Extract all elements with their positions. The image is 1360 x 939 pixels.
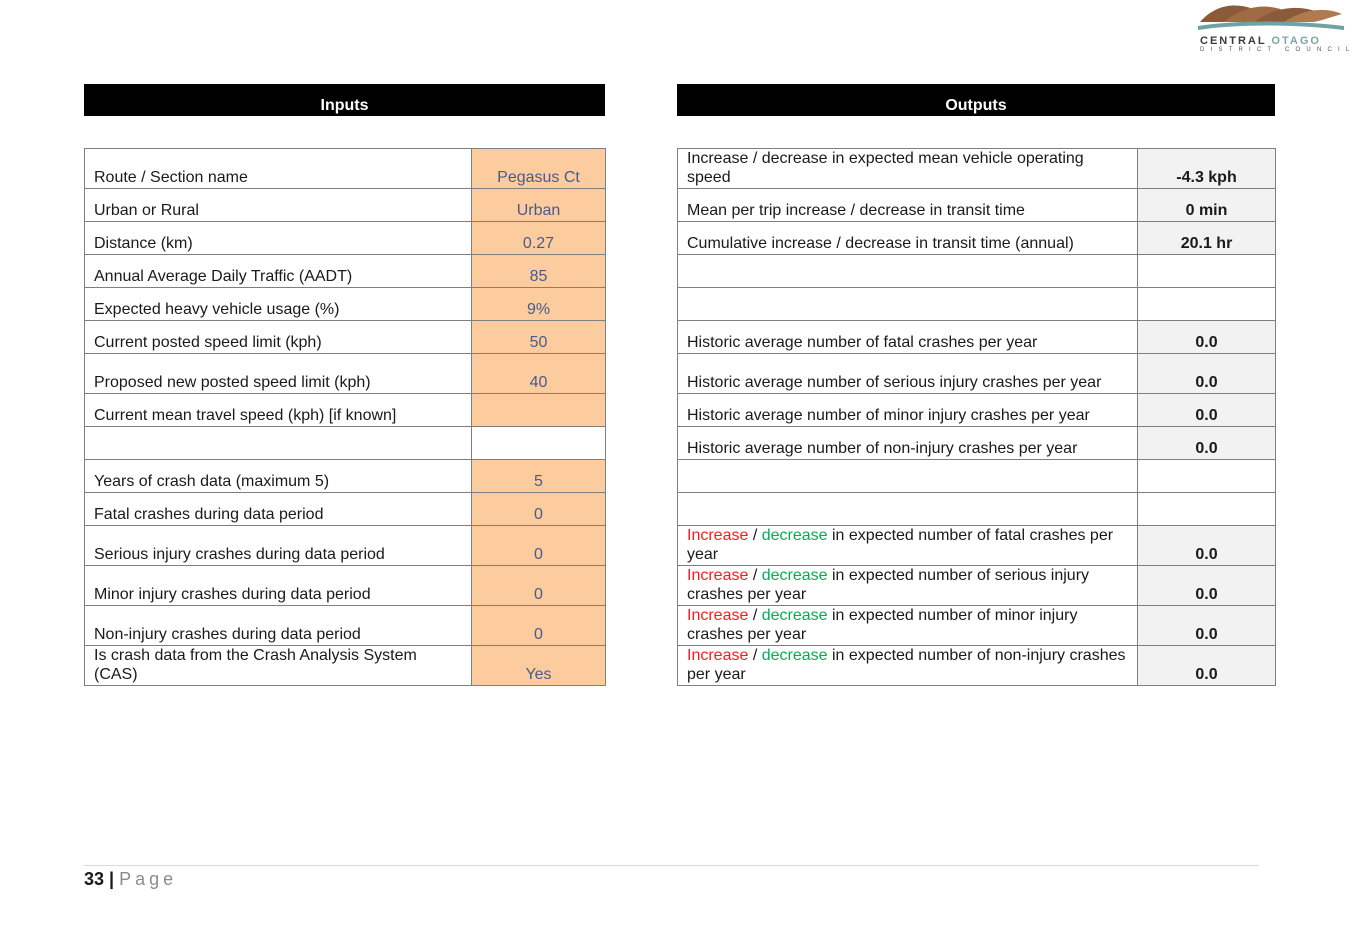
increase-word: Increase <box>687 567 749 584</box>
output-row <box>678 222 1276 255</box>
input-row-label: Years of crash data (maximum 5) <box>85 460 472 493</box>
output-row <box>678 606 1276 646</box>
output-row <box>678 646 1276 686</box>
output-row-label <box>678 606 1138 646</box>
output-row <box>678 288 1276 321</box>
output-row-value: 0.0 <box>1138 321 1276 354</box>
input-row-value: 0 <box>472 606 606 646</box>
input-row-label: Serious injury crashes during data period <box>85 526 472 566</box>
input-row <box>85 321 606 354</box>
slash-separator: / <box>748 527 762 544</box>
input-row-label: Current mean travel speed (kph) [if known] <box>85 394 472 427</box>
input-row-value: 5 <box>472 460 606 493</box>
input-row <box>85 354 606 394</box>
decrease-word: decrease <box>761 527 828 544</box>
output-row-label <box>678 646 1138 686</box>
input-row <box>85 606 606 646</box>
input-row-label <box>85 427 472 460</box>
decrease-word: decrease <box>761 647 828 664</box>
input-row-value: 0 <box>472 493 606 526</box>
output-row-value: 0.0 <box>1138 606 1276 646</box>
outputs-table <box>677 148 1276 686</box>
inputs-heading: Inputs <box>84 84 605 116</box>
page-word: Page <box>119 869 178 889</box>
page-number: 33 <box>84 869 105 889</box>
label-text: in expected number of minor injury crashes per year <box>687 607 1078 643</box>
input-row <box>85 149 606 189</box>
output-row <box>678 526 1276 566</box>
input-row <box>85 427 606 460</box>
output-row <box>678 566 1276 606</box>
input-row-label: Fatal crashes during data period <box>85 493 472 526</box>
input-row-value: 9% <box>472 288 606 321</box>
footer-separator: | <box>104 869 120 889</box>
page-footer <box>84 869 177 890</box>
input-row <box>85 288 606 321</box>
input-row-value: 0 <box>472 526 606 566</box>
output-row-label: Historic average number of non-injury crashes per year <box>678 427 1138 460</box>
output-row <box>678 427 1276 460</box>
outputs-heading: Outputs <box>677 84 1275 116</box>
label-text: in expected number of fatal crashes per year <box>687 527 1114 563</box>
output-row-label: Historic average number of fatal crashes per year <box>678 321 1138 354</box>
input-row <box>85 255 606 288</box>
output-row-value <box>1138 288 1276 321</box>
output-row-value: 0.0 <box>1138 646 1276 686</box>
output-row <box>678 460 1276 493</box>
slash-separator: / <box>748 567 762 584</box>
input-row-label: Is crash data from the Crash Analysis System (CAS) <box>85 646 472 686</box>
logo-wordmark: CENTRAL OTAGO <box>1200 35 1321 47</box>
slash-separator: / <box>748 607 762 624</box>
input-row-label: Urban or Rural <box>85 189 472 222</box>
output-row-value: 0.0 <box>1138 354 1276 394</box>
output-row-label <box>678 493 1138 526</box>
input-row <box>85 394 606 427</box>
output-row-label <box>678 460 1138 493</box>
input-row-value <box>472 394 606 427</box>
output-row-label: Increase / decrease in expected mean vehicle operating speed <box>678 149 1138 189</box>
input-row-label: Non-injury crashes during data period <box>85 606 472 646</box>
input-row <box>85 526 606 566</box>
decrease-word: decrease <box>761 607 828 624</box>
input-row-value: 85 <box>472 255 606 288</box>
input-row <box>85 646 606 686</box>
label-text: in expected number of serious injury crashes per year <box>687 567 1090 603</box>
increase-word: Increase <box>687 607 749 624</box>
input-row-label: Minor injury crashes during data period <box>85 566 472 606</box>
input-row-value: 40 <box>472 354 606 394</box>
output-row-label <box>678 566 1138 606</box>
output-row <box>678 255 1276 288</box>
input-row-label: Expected heavy vehicle usage (%) <box>85 288 472 321</box>
output-row-value: 0.0 <box>1138 427 1276 460</box>
output-row-value: 0.0 <box>1138 566 1276 606</box>
input-row-label: Current posted speed limit (kph) <box>85 321 472 354</box>
input-row-label: Proposed new posted speed limit (kph) <box>85 354 472 394</box>
input-row-value: Pegasus Ct <box>472 149 606 189</box>
input-row <box>85 566 606 606</box>
inputs-table <box>84 148 606 686</box>
decrease-word: decrease <box>761 567 828 584</box>
output-row-label: Cumulative increase / decrease in transit time (annual) <box>678 222 1138 255</box>
input-row <box>85 189 606 222</box>
slash-separator: / <box>748 647 762 664</box>
output-row-value: 0.0 <box>1138 394 1276 427</box>
output-row-label: Historic average number of serious injury crashes per year <box>678 354 1138 394</box>
output-row <box>678 149 1276 189</box>
output-row-label <box>678 288 1138 321</box>
output-row-value: 0 min <box>1138 189 1276 222</box>
output-row-value <box>1138 255 1276 288</box>
footer-divider <box>84 865 1259 866</box>
output-row <box>678 189 1276 222</box>
output-row-value <box>1138 493 1276 526</box>
increase-word: Increase <box>687 647 749 664</box>
increase-word: Increase <box>687 527 749 544</box>
output-row <box>678 321 1276 354</box>
input-row-value: Yes <box>472 646 606 686</box>
logo-subtitle: DISTRICT COUNCIL <box>1200 47 1356 53</box>
output-row-value: 0.0 <box>1138 526 1276 566</box>
input-row <box>85 460 606 493</box>
output-row <box>678 354 1276 394</box>
input-row <box>85 493 606 526</box>
input-row-label: Annual Average Daily Traffic (AADT) <box>85 255 472 288</box>
output-row-label <box>678 526 1138 566</box>
input-row-value: 0 <box>472 566 606 606</box>
output-row-label: Mean per trip increase / decrease in transit time <box>678 189 1138 222</box>
input-row-value: 0.27 <box>472 222 606 255</box>
output-row-label: Historic average number of minor injury crashes per year <box>678 394 1138 427</box>
input-row <box>85 222 606 255</box>
output-row-label <box>678 255 1138 288</box>
input-row-value: Urban <box>472 189 606 222</box>
output-row-value: -4.3 kph <box>1138 149 1276 189</box>
input-row-value <box>472 427 606 460</box>
input-row-label: Distance (km) <box>85 222 472 255</box>
output-row-value <box>1138 460 1276 493</box>
input-row-value: 50 <box>472 321 606 354</box>
output-row <box>678 493 1276 526</box>
input-row-label: Route / Section name <box>85 149 472 189</box>
output-row <box>678 394 1276 427</box>
output-row-value: 20.1 hr <box>1138 222 1276 255</box>
label-text: in expected number of non-injury crashes per year <box>687 647 1126 683</box>
